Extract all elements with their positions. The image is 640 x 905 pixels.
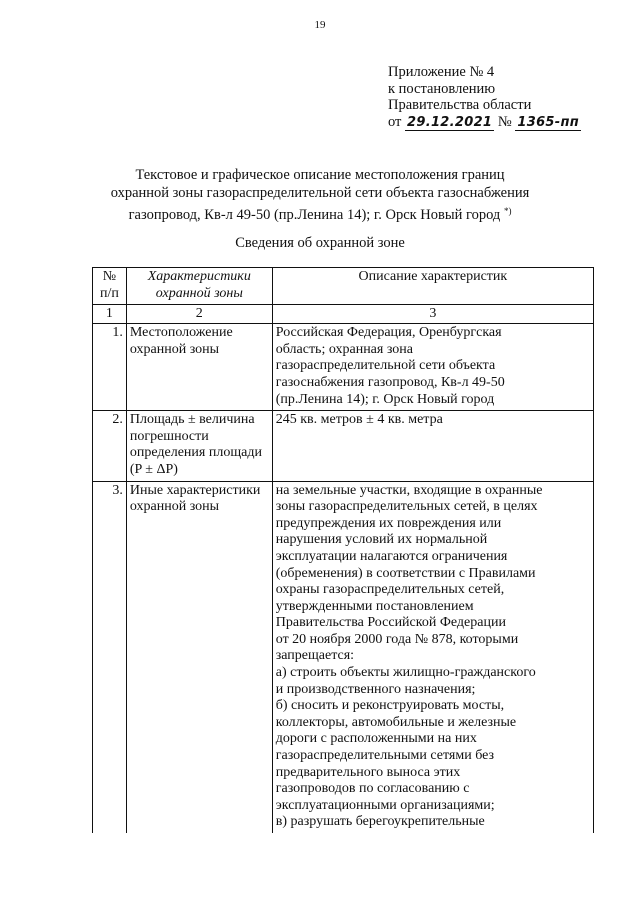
index-cell-3: 3 <box>272 305 593 324</box>
title-line-2: охранной зоны газораспределительной сети объекта газоснабжения <box>110 185 530 201</box>
row-number: 1. <box>93 324 127 411</box>
desc-line: область; охранная зона <box>275 341 413 357</box>
desc-line: газораспределительными сетями без <box>275 748 495 764</box>
handwritten-number: 1365-пп <box>517 114 580 130</box>
header-char-line-2: охранной зоны <box>155 285 243 301</box>
table-row <box>93 481 594 833</box>
desc-line: Правительства Российской Федерации <box>275 615 506 631</box>
header-characteristics <box>126 268 272 305</box>
document-title <box>80 166 560 224</box>
desc-line: в) разрушать берегоукрепительные <box>275 814 485 830</box>
table-row <box>93 411 594 481</box>
row-description <box>272 481 593 833</box>
appendix-block <box>388 64 628 131</box>
title-line-3 <box>80 202 560 224</box>
handwritten-date: 29.12.2021 <box>407 114 493 130</box>
desc-line: а) строить объекты жилищно-гражданского <box>275 665 536 681</box>
zone-info-table <box>92 267 594 833</box>
header-number-line-1: № <box>102 269 117 284</box>
desc-line: и производственного назначения; <box>275 681 476 697</box>
char-line: (P ± ΔP) <box>129 461 178 477</box>
row-description <box>272 411 593 481</box>
title-line-3-text: газопровод, Кв-л 49-50 (пр.Ленина 14); г. Орск Новый город <box>128 207 501 223</box>
number-sign: № <box>497 113 512 130</box>
row-characteristic <box>126 324 272 411</box>
desc-line: эксплуатационными организациями; <box>275 797 495 813</box>
row-characteristic <box>126 481 272 833</box>
footnote-mark: *) <box>503 206 512 216</box>
appendix-title: Приложение № 4 <box>388 64 495 80</box>
desc-line: от 20 ноября 2000 года № 878, которыми <box>275 631 519 647</box>
appendix-decree-ref: к постановлению <box>388 80 496 97</box>
desc-line: коллекторы, автомобильные и железные <box>275 714 517 730</box>
appendix-government: Правительства области <box>388 97 532 113</box>
index-cell-2: 2 <box>126 305 272 324</box>
row-number: 2. <box>93 411 127 481</box>
desc-line: запрещается: <box>275 648 355 664</box>
header-description: Описание характеристик <box>272 268 593 305</box>
desc-line: 245 кв. метров ± 4 кв. метра <box>275 412 443 428</box>
header-number <box>93 268 127 305</box>
char-line: охранной зоны <box>129 341 220 357</box>
desc-line: утвержденными постановлением <box>275 598 474 614</box>
desc-line: (пр.Ленина 14); г. Орск Новый город <box>275 391 495 407</box>
desc-line: (обременения) в соответствии с Правилами <box>275 565 536 581</box>
desc-line: газоснабжения газопровод, Кв-л 49-50 <box>275 374 505 390</box>
char-line: Иные характеристики <box>129 482 261 498</box>
char-line: определения площади <box>129 445 262 461</box>
desc-line: нарушения условий их нормальной <box>275 532 488 548</box>
header-number-line-2: п/п <box>99 285 119 301</box>
table-index-row <box>93 305 594 324</box>
char-line: погрешности <box>129 428 209 444</box>
char-line: Площадь ± величина <box>129 412 255 428</box>
desc-line: предупреждения их повреждения или <box>275 515 502 531</box>
char-line: Местоположение <box>129 325 233 341</box>
page-number: 19 <box>314 19 326 31</box>
desc-line: зоны газораспределительных сетей, в целях <box>275 499 538 515</box>
desc-line: газопроводов по согласованию с <box>275 781 470 797</box>
desc-line: эксплуатации налагаются ограничения <box>275 548 508 564</box>
title-line-1: Текстовое и графическое описание местоположения границ <box>135 167 505 183</box>
appendix-from-label: от <box>388 113 402 130</box>
desc-line: б) сносить и реконструировать мосты, <box>275 698 505 714</box>
char-line: охранной зоны <box>129 499 220 515</box>
index-cell-1: 1 <box>93 305 127 324</box>
row-characteristic <box>126 411 272 481</box>
row-description <box>272 324 593 411</box>
row-number: 3. <box>93 481 127 833</box>
header-char-line-1: Характеристики <box>147 269 251 284</box>
desc-line: дороги с расположенными на них <box>275 731 477 747</box>
desc-line: предварительного выноса этих <box>275 764 461 780</box>
desc-line: на земельные участки, входящие в охранные <box>275 482 543 498</box>
table-header-row <box>93 268 594 305</box>
desc-line: Российская Федерация, Оренбургская <box>275 325 502 341</box>
section-subtitle: Сведения об охранной зоне <box>235 235 405 251</box>
table-row <box>93 324 594 411</box>
desc-line: газораспределительной сети объекта <box>275 358 496 374</box>
appendix-date-line <box>388 114 628 132</box>
desc-line: охраны газораспределительных сетей, <box>275 582 505 598</box>
